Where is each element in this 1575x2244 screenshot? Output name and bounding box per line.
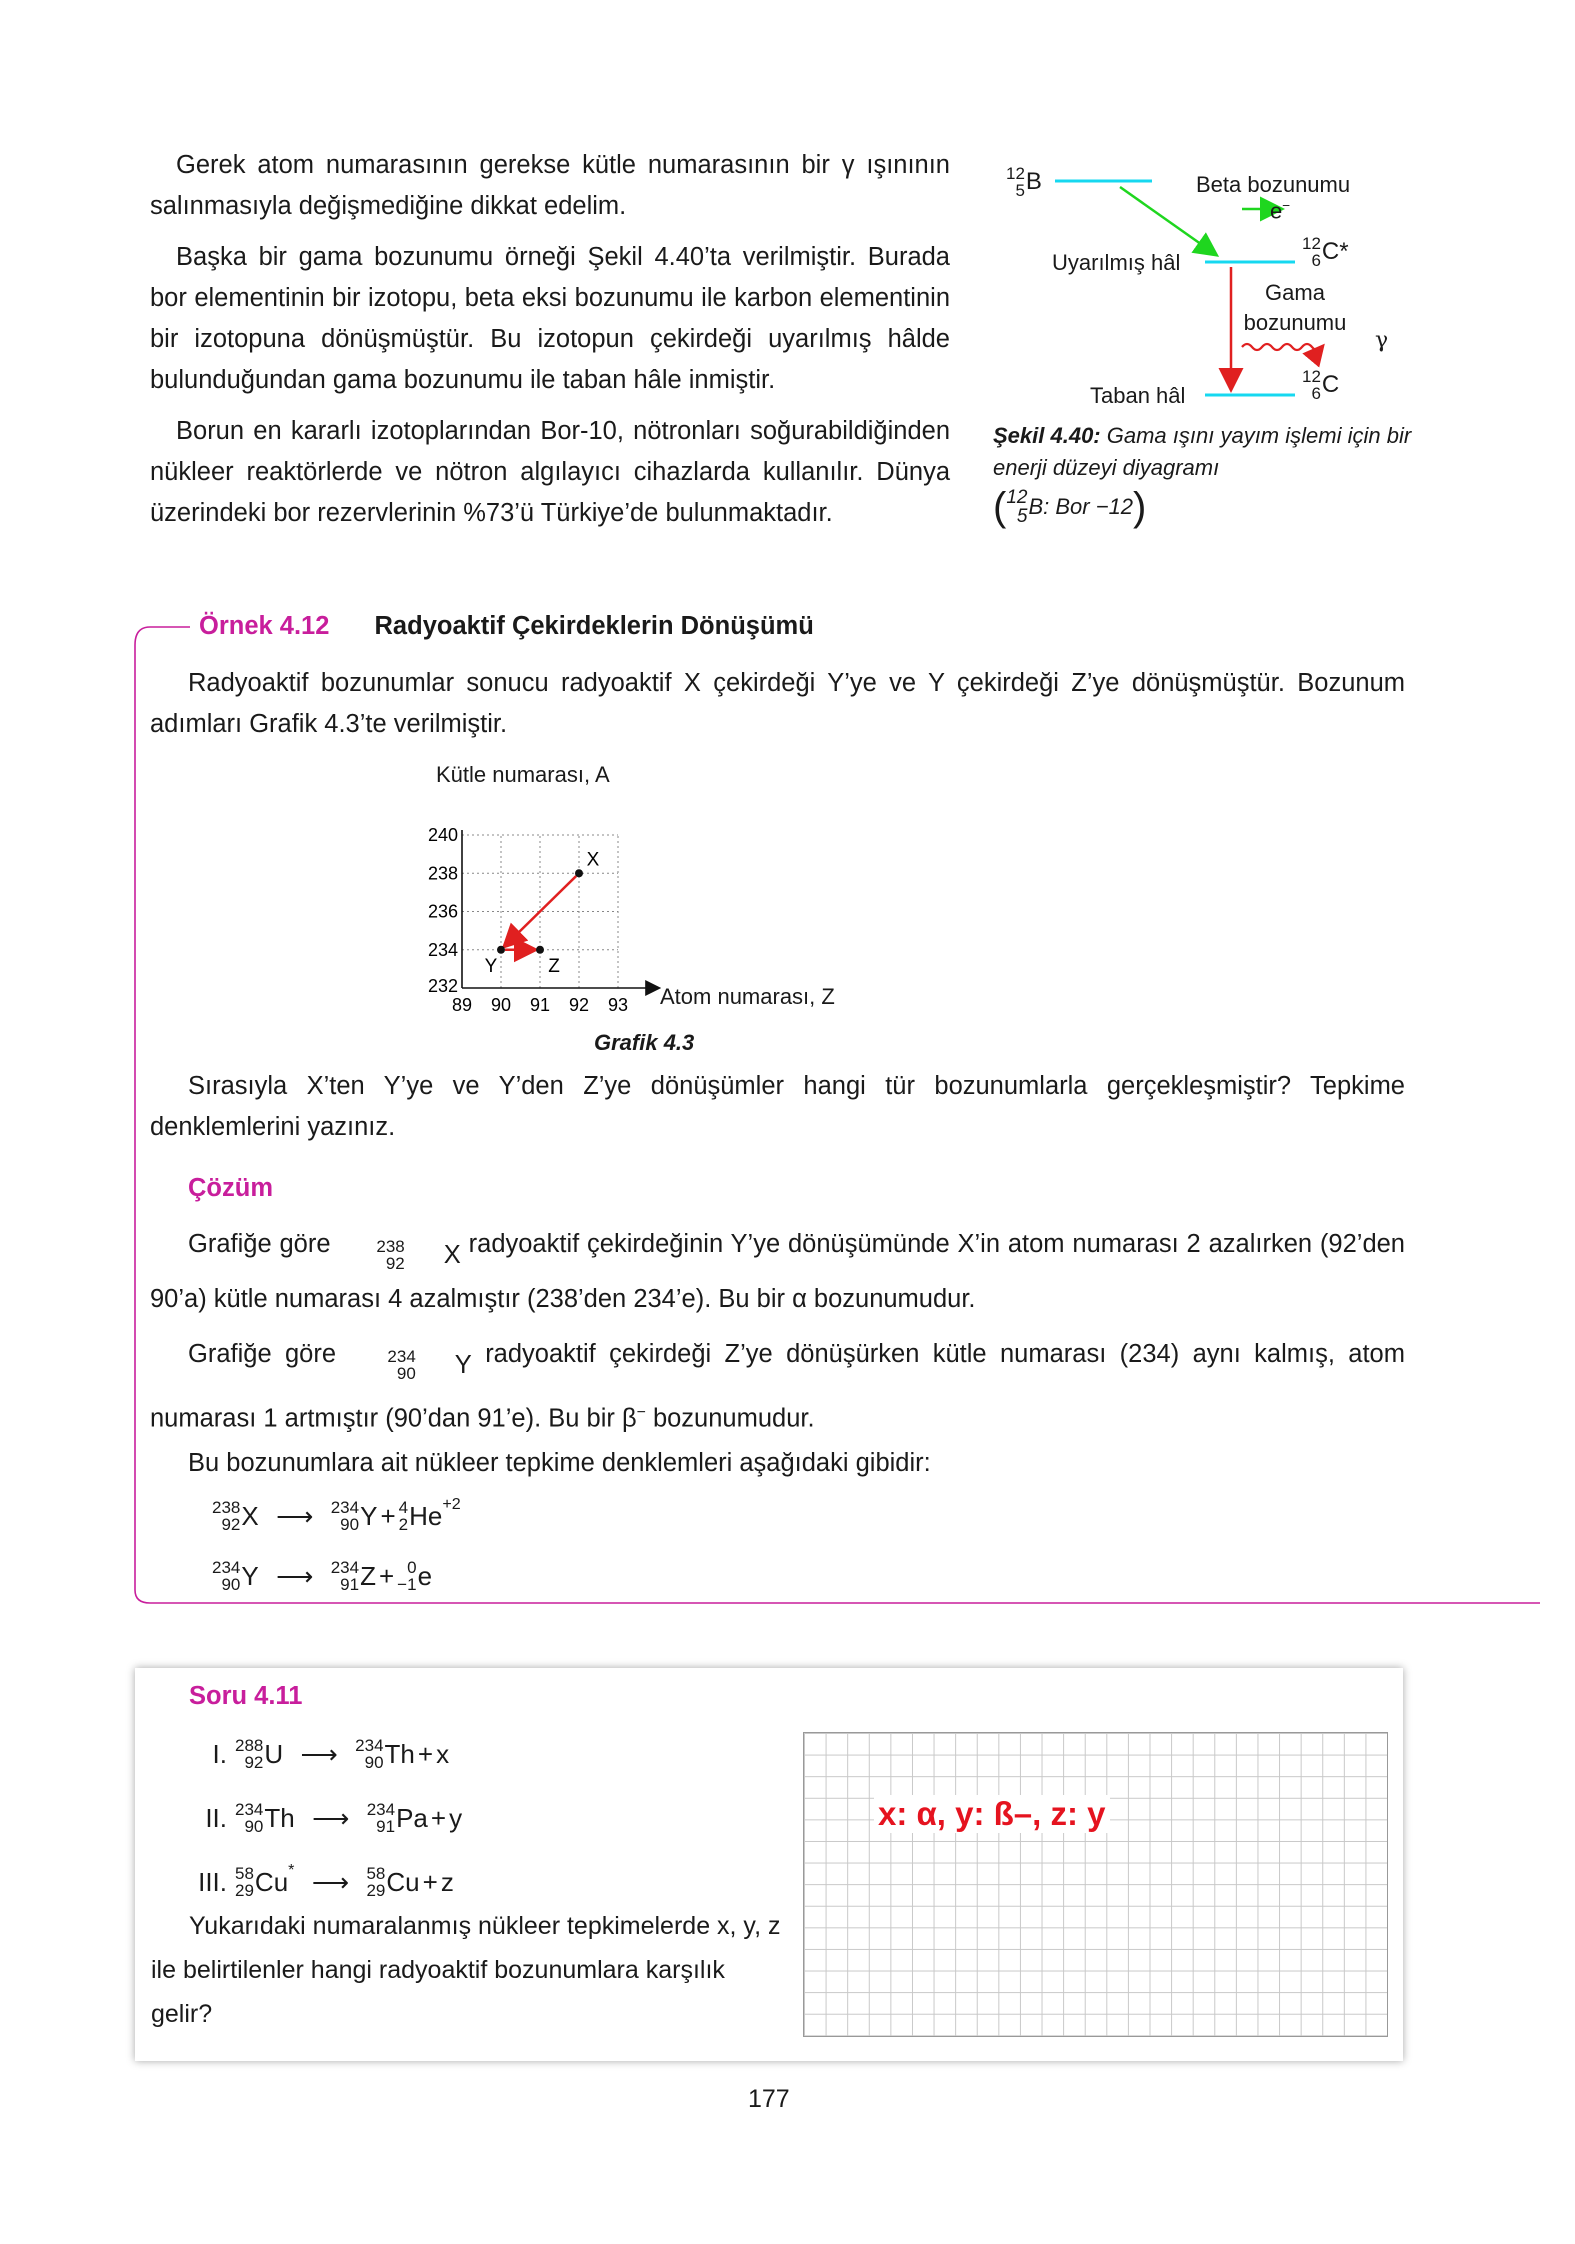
chart-point-Y (497, 946, 505, 954)
chart-point-Z (536, 946, 544, 954)
product: 58 29 Cu (366, 1864, 420, 1900)
chart-x-tick-label: 89 (451, 995, 473, 1015)
reactant: 58 29 Cu * (235, 1861, 295, 1900)
chart-y-axis-label: Kütle numarası, A (436, 762, 610, 787)
reaction-arrow: ⟶ (300, 1738, 338, 1769)
reaction-arrow: ⟶ (276, 1560, 314, 1591)
beta-label: Beta bozunumu (1196, 172, 1351, 197)
question-items (175, 1722, 462, 1914)
reactant: 288 92 U (235, 1736, 284, 1772)
equation-1: 238 92 X ⟶ 234 90 Y + 4 2 He $^{+2}$ (212, 1495, 461, 1534)
chart-point-label-Z: Z (548, 955, 560, 977)
chart-y-tick-label: 240 (427, 825, 458, 845)
chart-x-tick-label: 93 (607, 995, 629, 1015)
unknown-particle: x (436, 1738, 450, 1769)
chart-arrow-X-Y (505, 876, 576, 945)
example-title: Radyoaktif Çekirdeklerin Dönüşümü (374, 612, 814, 640)
figure-note: ( 12 5 B: Bor −12 ) (993, 485, 1147, 529)
question-item: II. 234 90 Th ⟶ 234 91 Pa + y (175, 1786, 462, 1850)
figure-caption-label: Şekil 4.40: (993, 423, 1101, 448)
ground-label: Taban hâl (1090, 383, 1186, 408)
roman-numeral: II. (205, 1802, 227, 1833)
solution-paragraph-1: Grafiğe göre 238 92 X radyoaktif çekirdeğinin Y’ye dönüşümünde X’in atom numarası 2 azalırken (92’den 90’a) kütle numarası 4 azalmıştır (238’den 234’e). Bu bir α bozunumudur. (150, 1230, 1405, 1313)
example-question: Sırasıyla X’ten Y’ye ve Y’den Z’ye dönüşümler hangi tür bozunumlarla gerçekleşmiştir? Tepkime denklemlerini yazınız. (150, 1072, 1405, 1141)
roman-numeral: I. (212, 1738, 227, 1769)
excited-label: Uyarılmış hâl (1052, 250, 1181, 275)
chart-y-tick-label: 232 (427, 976, 458, 996)
gamma-photon-wave (1242, 344, 1322, 350)
carbon-excited-nuclide: 12 6 C* (1302, 234, 1349, 270)
solution-paragraph-2: Grafiğe göre 234 90 Y radyoaktif çekirdeği Z’ye dönüşürken kütle numarası (234) aynı kalmış, atom numarası 1 artmıştır (90’dan 91’e). Bu bir β− bozunumudur. (150, 1340, 1405, 1433)
chart-point-X (575, 869, 583, 877)
reaction-arrow: ⟶ (276, 1500, 314, 1531)
electron-label: e− (1270, 198, 1291, 224)
chart-title: Grafik 4.3 (594, 1030, 695, 1055)
question-number: Soru 4.11 (189, 1682, 303, 1710)
reactant: 234 90 Th (235, 1800, 295, 1836)
gamma-label: Gama bozunumu (1243, 280, 1347, 335)
chart-x-tick-label: 90 (490, 995, 512, 1015)
boron-nuclide: 12 5 B (1006, 164, 1042, 200)
question-item: I. 288 92 U ⟶ 234 90 Th + x (175, 1722, 462, 1786)
answer-grid[interactable] (803, 1732, 1388, 2037)
gamma-symbol: γ (1375, 328, 1389, 353)
product: 234 91 Pa (366, 1800, 428, 1836)
solution-label: Çözüm (188, 1174, 273, 1202)
reaction-arrow: ⟶ (312, 1802, 350, 1833)
unknown-particle: z (440, 1866, 454, 1897)
question-text: Yukarıdaki numaralanmış nükleer tepkimelerde x, y, z ile belirtilenler hangi radyoaktif bozunumlara karşılık gelir? (151, 1912, 781, 2028)
chart-svg (400, 760, 940, 1060)
intro-paragraph-3: Borun en kararlı izotoplarından Bor-10, nötronları soğurabildiğinden nükleer reaktörlerde ve nötron algılayıcı cihazlarda kullanılır. Dünya üzerindeki bor rezervlerinin %73’ü Türkiye’de bulunmaktadır. (150, 417, 950, 527)
chart (400, 760, 940, 1060)
chart-x-tick-label: 92 (568, 995, 590, 1015)
chart-point-label-Y: Y (484, 955, 498, 977)
chart-y-tick-label: 234 (427, 939, 458, 960)
product: 234 90 Th (355, 1736, 415, 1772)
question-box (135, 1668, 1403, 2061)
intro-text (150, 145, 950, 534)
handwritten-answer: x: α, y: ß–, z: y (874, 1795, 1110, 1833)
intro-paragraph-1: Gerek atom numarasının gerekse kütle numarasının bir γ ışınının salınmasıyla değişmediğine dikkat edelim. (150, 151, 950, 220)
chart-y-tick-label: 236 (427, 901, 458, 922)
reaction-arrow: ⟶ (311, 1866, 350, 1897)
figure-caption (993, 420, 1413, 529)
chart-y-tick-label: 238 (427, 863, 458, 884)
page-number: 177 (748, 2085, 790, 2113)
chart-x-axis-label: Atom numarası, Z (660, 984, 835, 1009)
energy-level-diagram (990, 150, 1430, 410)
question-item: III. 58 29 Cu * ⟶ 58 29 Cu + z (175, 1850, 462, 1914)
example-header (193, 612, 820, 641)
unknown-particle: y (449, 1802, 463, 1833)
solution-paragraph-3: Bu bozunumlara ait nükleer tepkime denklemleri aşağıdaki gibidir: (188, 1449, 931, 1477)
intro-paragraph-2: Başka bir gama bozunumu örneği Şekil 4.40’ta verilmiştir. Burada bor elementinin bir izotopu, beta eksi bozunumu ile karbon elementinin bir izotopuna dönüşmüştür. Bu izotopun çekirdeği uyarılmış hâlde bulunduğundan gama bozunumu ile taban hâle inmiştir. (150, 243, 950, 394)
chart-point-label-X: X (586, 849, 600, 871)
equation-2: 234 90 Y ⟶ 234 91 Z + 0 −1 e (212, 1558, 433, 1594)
carbon-ground-nuclide: 12 6 C (1302, 367, 1340, 403)
example-body: Radyoaktif bozunumlar sonucu radyoaktif X çekirdeği Y’ye ve Y çekirdeği Z’ye dönüşmüştür. Bozunum adımları Grafik 4.3’te verilmiştir. (150, 669, 1405, 738)
chart-x-tick-label: 91 (529, 995, 551, 1015)
roman-numeral: III. (198, 1866, 227, 1897)
example-number: Örnek 4.12 (199, 612, 330, 640)
figure-caption-text: Gama ışını yayım işlemi için bir enerji düzeyi diyagramı (993, 423, 1412, 480)
